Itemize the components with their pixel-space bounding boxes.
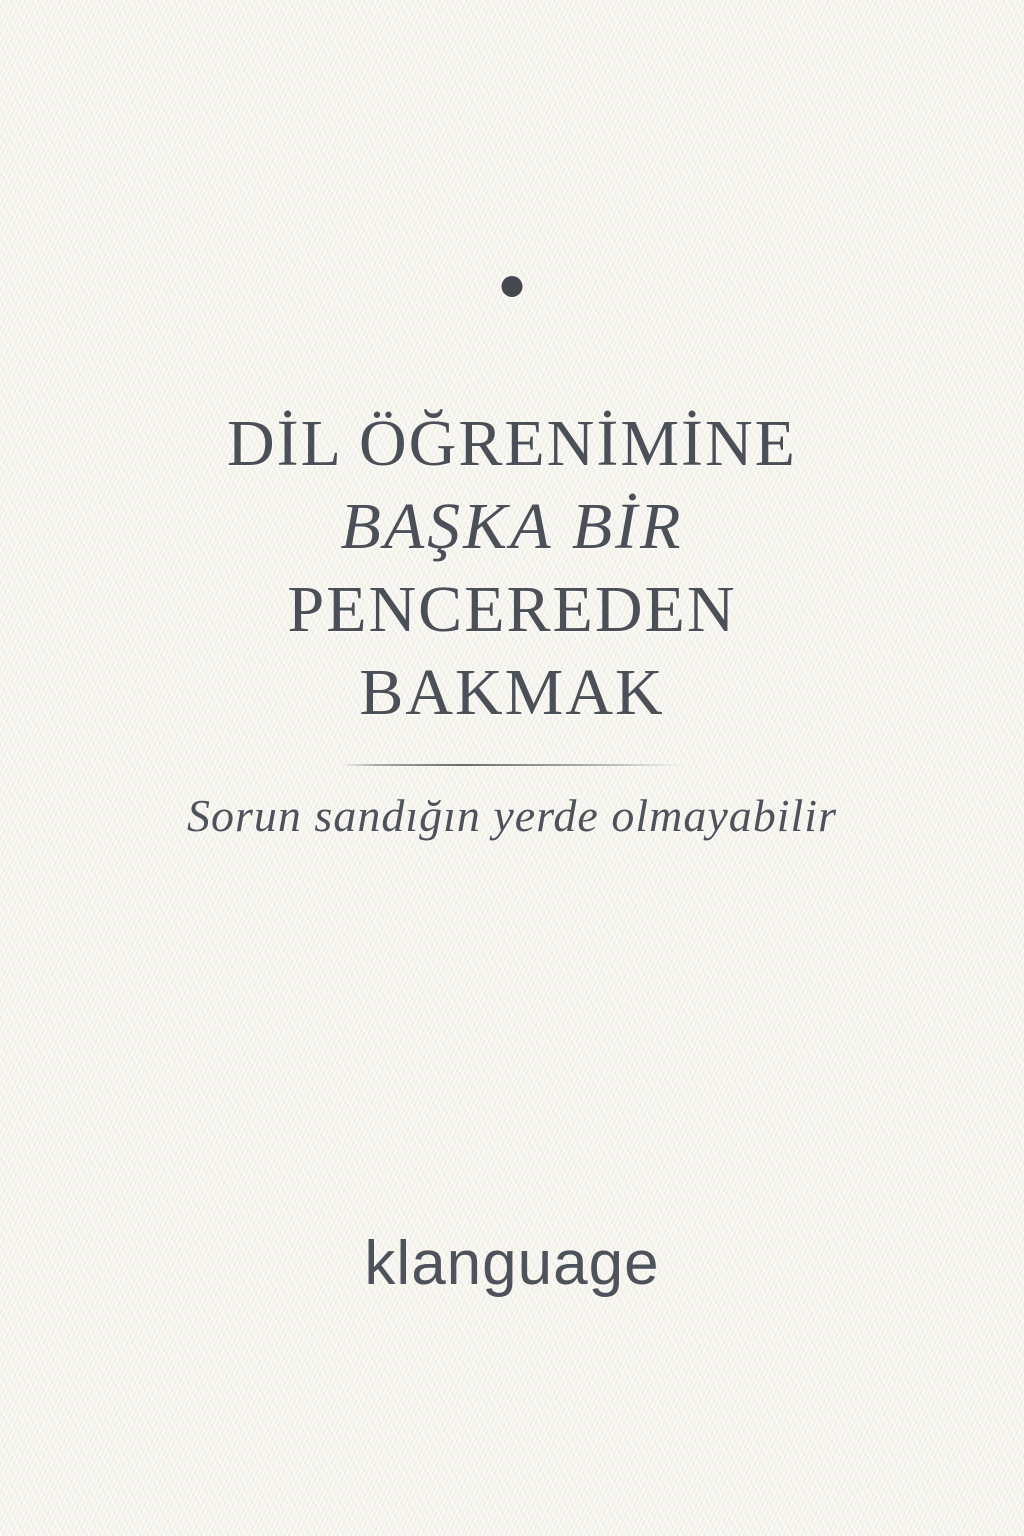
ornament-dot-icon	[502, 276, 523, 297]
subtitle: Sorun sandığın yerde olmayabilir	[187, 790, 837, 841]
title-line-2: BAŞKA BİR	[340, 490, 684, 563]
title-line-3: PENCEREDEN	[287, 573, 737, 646]
title-line-1: DİL ÖĞRENİMİNE	[227, 407, 797, 480]
title-divider	[341, 764, 683, 766]
page-title	[0, 402, 1024, 734]
brand-logo: klanguage	[364, 1229, 660, 1298]
title-line-4: BAKMAK	[359, 656, 665, 729]
